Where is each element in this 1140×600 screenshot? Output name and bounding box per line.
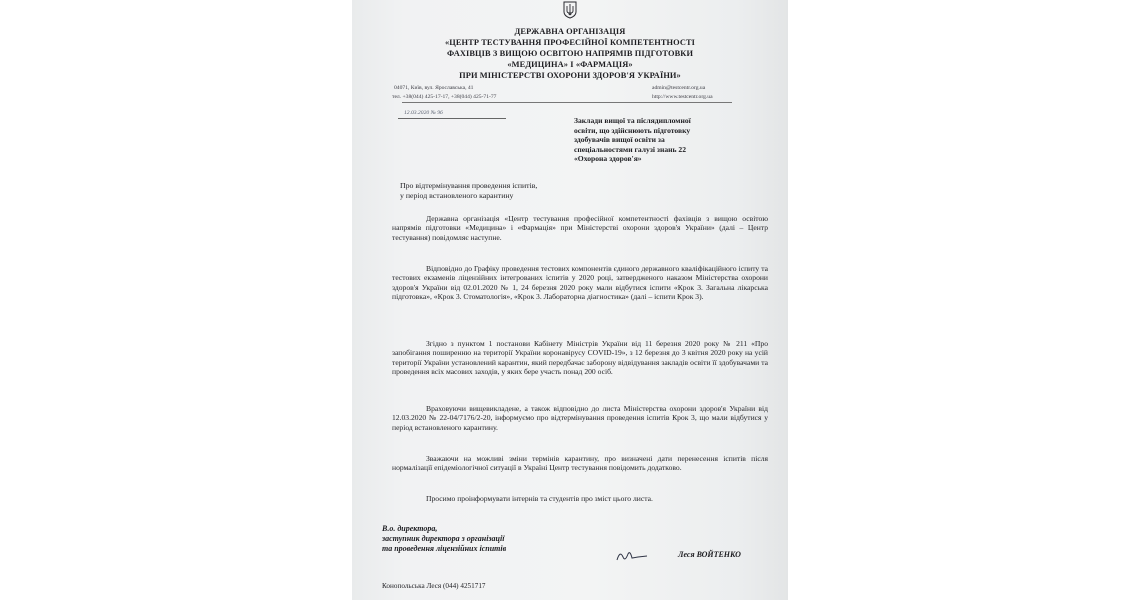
- letter-subject: [400, 181, 537, 200]
- org-email: admin@testcentr.org.ua: [652, 85, 706, 91]
- org-phones: тел. +38(044) 425-17-17, +38(044) 425-71-77: [392, 94, 497, 100]
- paragraph-new-dates: Зважаючи на можливі зміни термінів карантину, про визначені дати перенесення іспитів після нормалізації епідеміологічної ситуації в Україні Центр тестування повідомить додатково.: [392, 454, 768, 473]
- paragraph-intro: Державна організація «Центр тестування професійної компетентності фахівців з вищою освітою напрямів підготовки «Медицина» і «Фармація» при Міністерстві охорони здоров'я України» (далі – Центр тестування) повідомляє наступне.: [392, 214, 768, 242]
- signatory-title-line: В.о. директора,: [382, 524, 438, 533]
- executor-contact: Конопольська Леся (044) 4251717: [382, 582, 486, 590]
- signatory-name: Леся ВОЙТЕНКО: [678, 550, 741, 559]
- paragraph-quarantine: Згідно з пунктом 1 постанови Кабінету Міністрів України від 11 березня 2020 року № 211 «Про запобігання поширенню на території України коронавірусу COVID-19», з 12 березня до 3 квітня 2020 року на усій території України установлений карантин, який передбачає заборону відвідування закладів освіти її здобувачами та проведення всіх масових заходів, у яких бере участь понад 200 осіб.: [392, 339, 768, 376]
- addressee-line: спеціальностями галузі знань 22: [574, 144, 687, 154]
- handwritten-signature: [614, 548, 654, 564]
- paragraph-request: Просимо проінформувати інтернів та студентів про зміст цього листа.: [426, 494, 653, 503]
- org-name-line-4: «МЕДИЦИНА» І «ФАРМАЦІЯ»: [507, 60, 633, 69]
- paragraph-schedule: Відповідно до Графіку проведення тестових компонентів єдиного державного кваліфікаційного іспиту та тестових екзаменів ліцензійних інтегрованих іспитів у 2020 році, затвердженого наказом Міністерства охорони здоров'я України від 02.01.2020 № 1, 24 березня 2020 року мали відбутися іспити «Крок 3. Загальна лікарська підготовка», «Крок 3. Стоматологія», «Крок 3. Лабораторна діагностика» (далі – іспити Крок 3).: [392, 264, 768, 301]
- registration-field: [398, 109, 506, 119]
- subject-line: Про відтермінування проведення іспитів,: [400, 181, 538, 190]
- subject-line: у період встановленого карантину: [400, 190, 514, 200]
- org-name-line-2: «ЦЕНТР ТЕСТУВАННЯ ПРОФЕСІЙНОЇ КОМПЕТЕНТНОСТІ: [444, 38, 696, 47]
- org-name-line-1: ДЕРЖАВНА ОРГАНІЗАЦІЯ: [514, 27, 626, 36]
- addressee-line: здобувачів вищої освіти за: [574, 135, 665, 145]
- signatory-title-line: та проведення ліцензійних іспитів: [382, 543, 507, 553]
- org-name-line-3: ФАХІВЦІВ З ВИЩОЮ ОСВІТОЮ НАПРЯМІВ ПІДГОТОВКИ: [446, 49, 694, 58]
- registration-number: 12.03.2020 № 96: [404, 110, 443, 116]
- coat-of-arms-icon: [563, 1, 577, 19]
- paragraph-postponement: Враховуючи вищевикладене, а також відповідно до листа Міністерства охорони здоров'я України від 12.03.2020 № 22-04/7176/2-20, інформуємо про відтермінування проведення іспитів Крок 3, що мали відбутися у період встановленого карантину.: [392, 404, 768, 432]
- addressee-line: «Охорона здоров'я»: [574, 154, 642, 164]
- org-address: 04071, Київ, вул. Ярославська, 41: [394, 85, 474, 91]
- org-website: http://www.testcentr.org.ua: [652, 94, 713, 100]
- addressee-line: освіти, що здійснюють підготовку: [574, 125, 691, 135]
- org-name-line-5: ПРИ МІНІСТЕРСТВІ ОХОРОНИ ЗДОРОВ'Я УКРАЇНИ»: [459, 71, 681, 80]
- signatory-title-line: заступник директора з організації: [382, 533, 505, 543]
- signatory-title: [382, 524, 506, 553]
- header-divider: [402, 102, 732, 103]
- letter-page: [352, 0, 788, 600]
- addressee-block: [574, 116, 691, 164]
- addressee-line: Заклади вищої та післядипломної: [574, 116, 691, 125]
